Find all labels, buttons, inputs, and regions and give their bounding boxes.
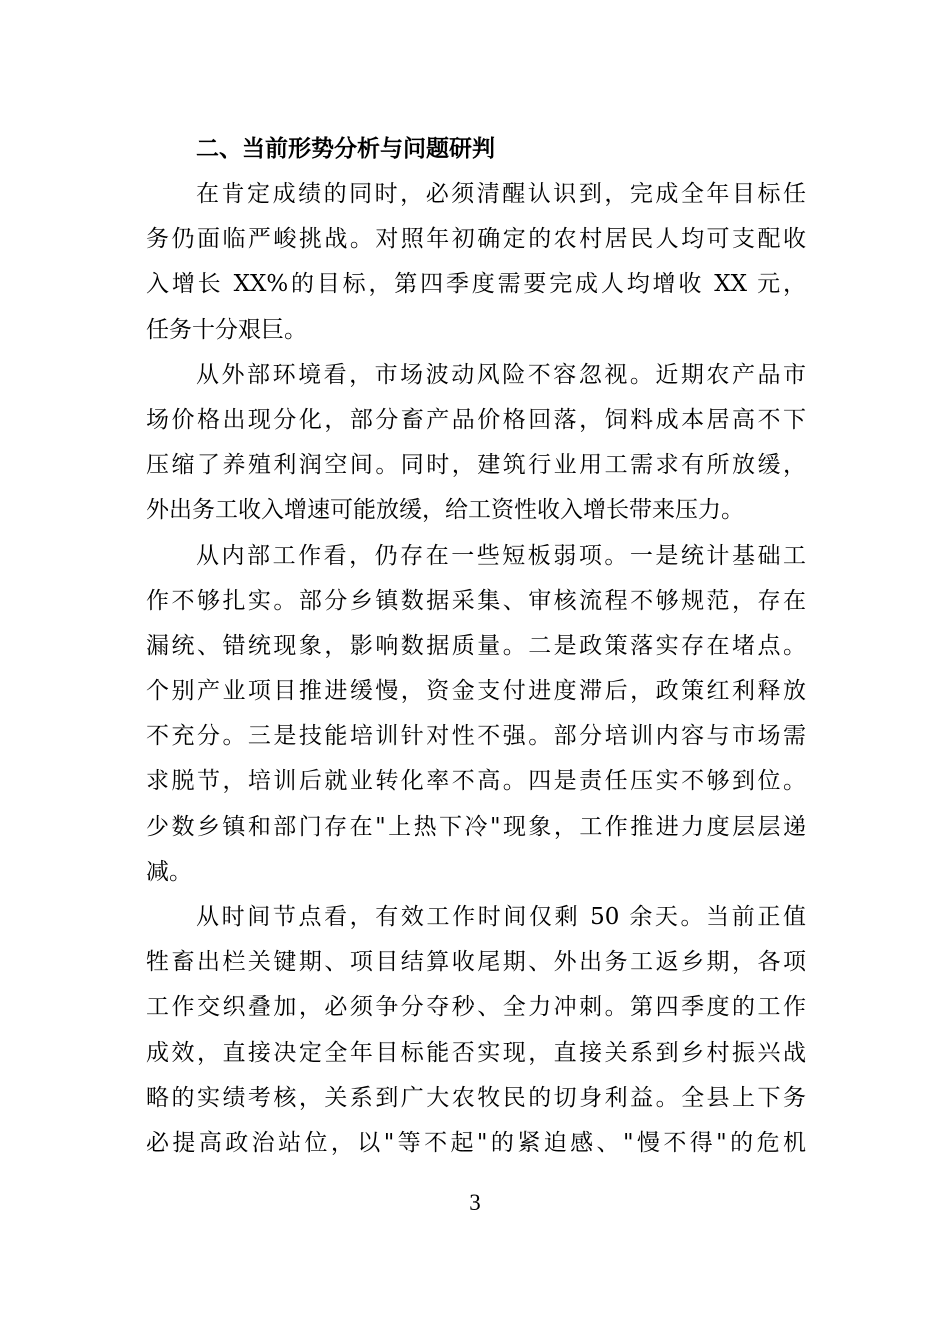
page-number: 3: [469, 1190, 481, 1215]
text-line: 成效，直接决定全年目标能否实现，直接关系到乡村振兴战: [146, 1039, 806, 1066]
text-line: 必提高政治站位，以"等不起"的紧迫感、"慢不得"的危机: [146, 1129, 806, 1156]
text-line: 个别产业项目推进缓慢，资金支付进度滞后，政策红利释放: [146, 678, 806, 705]
text-line: 在肯定成绩的同时，必须清醒认识到，完成全年目标任: [196, 181, 806, 207]
text-line: 牲畜出栏关键期、项目结算收尾期、外出务工返乡期，各项: [146, 949, 806, 976]
text-line: 求脱节，培训后就业转化率不高。四是责任压实不够到位。: [146, 768, 806, 795]
text-line: 略的实绩考核，关系到广大农牧民的切身利益。全县上下务: [146, 1084, 806, 1111]
text-line: 压缩了养殖利润空间。同时，建筑行业用工需求有所放缓，: [146, 452, 806, 479]
paragraph-4: [146, 895, 806, 1166]
text-line: 任务十分艰巨。: [146, 316, 307, 343]
document-body: [146, 126, 806, 1166]
text-line: 工作交织叠加，必须争分夺秒、全力冲刺。第四季度的工作: [146, 994, 806, 1021]
text-line: 务仍面临严峻挑战。对照年初确定的农村居民人均可支配收: [146, 226, 806, 253]
paragraph-3: [146, 534, 806, 896]
text-line: 从时间节点看，有效工作时间仅剩 50 余天。当前正值: [196, 904, 806, 930]
text-line: 漏统、错统现象，影响数据质量。二是政策落实存在堵点。: [146, 632, 806, 659]
section-heading: 二、当前形势分析与问题研判: [196, 136, 495, 162]
text-line: 不充分。三是技能培训针对性不强。部分培训内容与市场需: [146, 723, 806, 750]
paragraph-1: [146, 172, 806, 353]
text-line: 从内部工作看，仍存在一些短板弱项。一是统计基础工: [196, 542, 806, 569]
text-line: 外出务工收入增速可能放缓，给工资性收入增长带来压力。: [146, 497, 744, 524]
text-line: 作不够扎实。部分乡镇数据采集、审核流程不够规范，存在: [146, 587, 806, 614]
text-line: 少数乡镇和部门存在"上热下冷"现象，工作推进力度层层递: [146, 813, 806, 840]
text-line: 场价格出现分化，部分畜产品价格回落，饲料成本居高不下: [146, 406, 806, 433]
text-line: 从外部环境看，市场波动风险不容忽视。近期农产品市: [196, 361, 806, 388]
text-line: 入增长 XX%的目标，第四季度需要完成人均增收 XX 元，: [146, 271, 806, 298]
text-line: 减。: [146, 858, 192, 885]
paragraph-2: [146, 353, 806, 534]
